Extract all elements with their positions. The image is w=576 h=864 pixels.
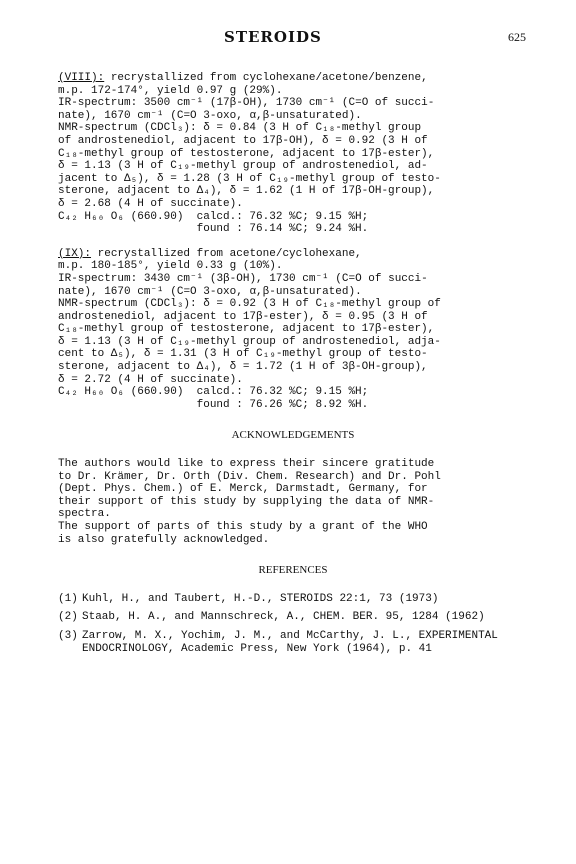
compound-viii-paragraph (58, 72, 528, 236)
text-line: sterone, adjacent to Δ₄), δ = 1.72 (1 H of 3β-OH-group), (58, 361, 428, 374)
text-line: m.p. 172-174°, yield 0.97 g (29%). (58, 84, 283, 97)
text-line: C₁₈-methyl group of testosterone, adjacent to 17β-ester), (58, 323, 435, 336)
text-line: (Dept. Phys. Chem.) of E. Merck, Darmstadt, Germany, for (58, 483, 428, 496)
text-line: recrystallized from acetone/cyclohexane, (91, 247, 362, 260)
text-line: NMR-spectrum (CDCl₃): δ = 0.92 (3 H of C₁₈-methyl group of (58, 298, 441, 311)
text-line: their support of this study by supplying the data of NMR- (58, 495, 435, 508)
text-line: to Dr. Krämer, Dr. Orth (Div. Chem. Research) and Dr. Pohl (58, 470, 441, 483)
text-line: recrystallized from cyclohexane/acetone/benzene, (104, 72, 428, 84)
compound-viii-label: (VIII): (58, 72, 105, 84)
references-heading: REFERENCES (258, 564, 328, 577)
text-line: spectra. (58, 508, 111, 521)
text-line: of androstenediol, adjacent to 17β-OH), δ = 0.92 (3 H of (58, 134, 428, 147)
compound-ix-label: (IX): (58, 247, 92, 260)
references-list (58, 593, 528, 655)
text-line: is also gratefully acknowledged. (58, 533, 270, 546)
page-header (0, 28, 576, 48)
text-line: C₁₈-methyl group of testosterone, adjacent to 17β-ester), (58, 147, 435, 160)
text-line: The support of parts of this study by a grant of the WHO (58, 521, 428, 533)
text-line: nate), 1670 cm⁻¹ (C=O 3-oxo, α,β-unsaturated). (58, 285, 362, 298)
text-line: androstenediol, adjacent to 17β-ester), δ = 0.95 (3 H of (58, 310, 428, 323)
text-line: cent to Δ₅), δ = 1.31 (3 H of C₁₉-methyl group of testo- (58, 348, 428, 361)
text-line: δ = 2.68 (4 H of succinate). (58, 197, 243, 210)
reference-item (58, 611, 528, 624)
text-line: C₄₂ H₆₀ O₆ (660.90) calcd.: 76.32 %C; 9.15 %H; (58, 386, 369, 399)
reference-number: (2) (58, 611, 78, 624)
reference-text: Kuhl, H., and Taubert, H.-D., STEROIDS 22:1, 73 (1973) (82, 592, 439, 605)
page-number: 625 (508, 30, 526, 44)
compound-ix-paragraph (58, 248, 528, 412)
journal-title: STEROIDS (224, 28, 322, 46)
text-line: IR-spectrum: 3430 cm⁻¹ (3β-OH), 1730 cm⁻¹ (C=O of succi- (58, 272, 428, 285)
text-line: sterone, adjacent to Δ₄), δ = 1.62 (1 H of 17β-OH-group), (58, 185, 435, 198)
reference-number: (3) (58, 629, 78, 642)
reference-text: Staab, H. A., and Mannschreck, A., CHEM. BER. 95, 1284 (1962) (82, 611, 485, 624)
text-line: δ = 2.72 (4 H of succinate). (58, 373, 243, 386)
text-line: m.p. 180-185°, yield 0.33 g (10%). (58, 260, 283, 273)
acknowledgements-heading: ACKNOWLEDGEMENTS (231, 429, 355, 442)
text-line: found : 76.14 %C; 9.24 %H. (58, 223, 369, 236)
acknowledgements-paragraph (58, 458, 528, 546)
text-line: jacent to Δ₅), δ = 1.28 (3 H of C₁₉-methyl group of testo- (58, 172, 441, 185)
reference-text: Zarrow, M. X., Yochim, J. M., and McCarthy, J. L., EXPERIMENTAL ENDOCRINOLOGY, Academic Press, New York (1964), p. 41 (82, 629, 498, 655)
reference-number: (1) (58, 592, 78, 605)
article-body (58, 72, 528, 661)
text-line: δ = 1.13 (3 H of C₁₉-methyl group of androstenediol, adja- (58, 335, 441, 348)
text-line: found : 76.26 %C; 8.92 %H. (58, 398, 369, 411)
text-line: IR-spectrum: 3500 cm⁻¹ (17β-OH), 1730 cm⁻¹ (C=O of succi- (58, 97, 435, 110)
reference-item (58, 593, 528, 606)
text-line: C₄₂ H₆₀ O₆ (660.90) calcd.: 76.32 %C; 9.15 %H; (58, 210, 369, 223)
text-line: The authors would like to express their sincere gratitude (58, 458, 435, 471)
text-line: nate), 1670 cm⁻¹ (C=O 3-oxo, α,β-unsaturated). (58, 109, 362, 122)
text-line: δ = 1.13 (3 H of C₁₉-methyl group of androstenediol, ad- (58, 160, 428, 173)
text-line: NMR-spectrum (CDCl₃): δ = 0.84 (3 H of C₁₈-methyl group (58, 122, 422, 135)
reference-item (58, 630, 528, 655)
